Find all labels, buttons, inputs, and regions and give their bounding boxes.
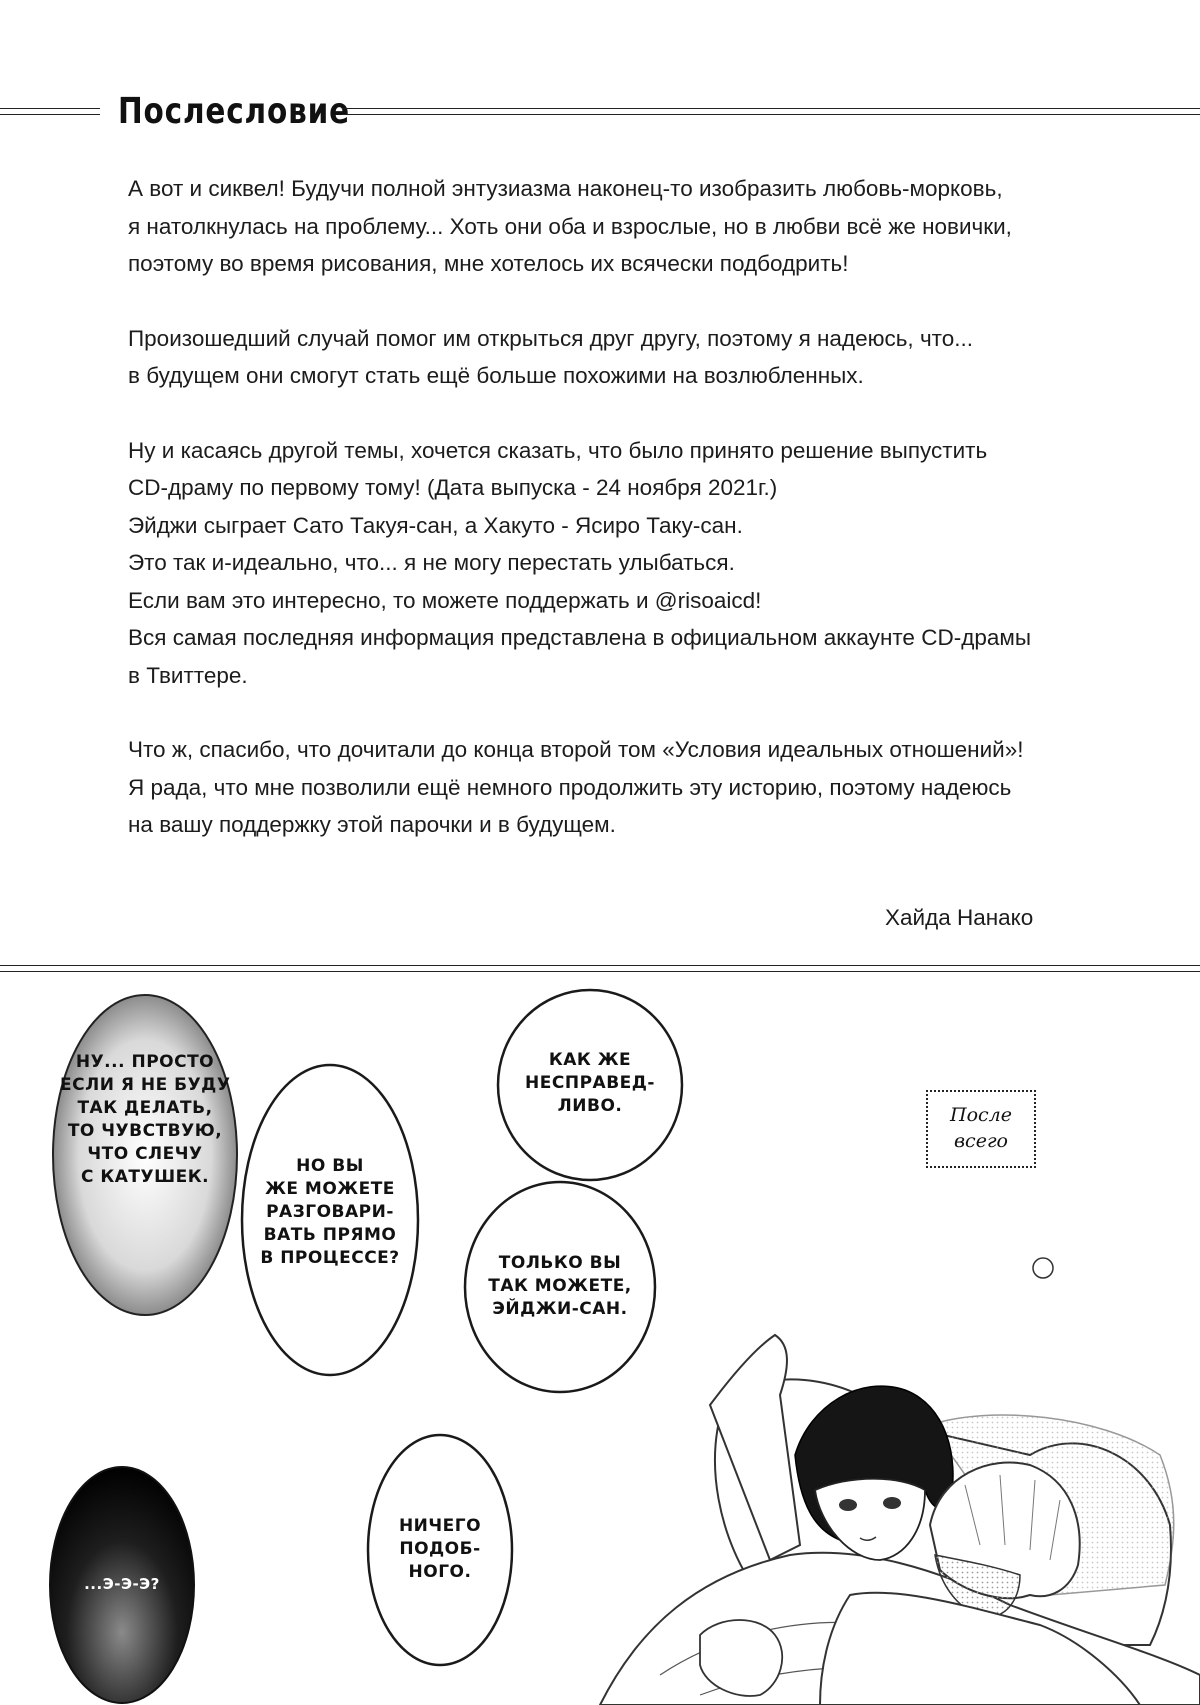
bubble-line: КАК ЖЕ (548, 1050, 632, 1070)
page-title: Послесловие (118, 91, 350, 132)
eye-right (883, 1497, 901, 1509)
bubble-line: НИЧЕГО (398, 1516, 482, 1536)
bubble-line: ТАК ДЕЛАТЬ, (77, 1098, 213, 1118)
afterword-header (0, 82, 1200, 142)
bubble-line: РАЗГОВАРИ- (266, 1202, 394, 1222)
bubble-line: ЭЙДЖИ-САН. (492, 1299, 628, 1319)
bubble-line: ТАК МОЖЕТЕ, (488, 1276, 632, 1296)
manga-panel (0, 985, 1200, 1705)
paragraph-1 (128, 170, 1128, 283)
speech-bubble-1 (60, 1051, 230, 1189)
text-line: Что ж, спасибо, что дочитали до конца второй том «Условия идеальных отношений»! (128, 737, 1024, 762)
sfx-after-all (926, 1090, 1036, 1168)
text-line: поэтому во время рисования, мне хотелось их всячески подбодрить! (128, 251, 849, 276)
header-rule-left (0, 108, 100, 115)
speech-bubble-5 (380, 1515, 500, 1584)
text-line: в будущем они смогут стать ещё больше похожими на возлюбленных. (128, 363, 864, 388)
bubble-line: ТО ЧУВСТВУЮ, (67, 1121, 223, 1141)
text-line: я натолкнулась на проблему... Хоть они оба и взрослые, но в любви всё же новички, (128, 213, 1012, 239)
header-rule-right (342, 108, 1200, 115)
author-signature: Хайда Нанако (885, 905, 1034, 930)
speech-bubble-6 (62, 1573, 182, 1596)
bubble-line: С КАТУШЕК. (80, 1167, 210, 1187)
text-line: Произошедший случай помог им открыться друг другу, поэтому я надеюсь, что... (128, 325, 973, 351)
bubble-line: ТОЛЬКО ВЫ (498, 1253, 622, 1273)
paragraph-3 (128, 432, 1128, 695)
afterword-body (128, 170, 1128, 881)
flower-motif (1033, 1258, 1053, 1278)
eye-left (839, 1499, 857, 1511)
text-line: Я рада, что мне позволили ещё немного продолжить эту историю, поэтому надеюсь (128, 774, 1012, 800)
bubble-line: ПОДОБ- (399, 1539, 481, 1559)
sfx-line: всего (954, 1130, 1008, 1152)
paragraph-4 (128, 731, 1128, 844)
text-line: А вот и сиквел! Будучи полной энтузиазма наконец-то изобразить любовь-морковь, (128, 176, 1003, 201)
speech-bubble-2 (255, 1155, 405, 1270)
bubble-line: НОГО. (408, 1562, 472, 1582)
text-line: Вся самая последняя информация представлена в официальном аккаунте CD-драмы (128, 625, 1031, 650)
bubble-line: НО ВЫ (296, 1156, 364, 1176)
text-line: Ну и касаясь другой темы, хочется сказать, что было принято решение выпустить (128, 437, 988, 463)
text-line: Эйджи сыграет Сато Такуя-сан, а Хакуто - Ясиро Таку-сан. (128, 512, 743, 538)
bubble-line: В ПРОЦЕССЕ? (260, 1248, 400, 1268)
text-line: CD-драму по первому тому! (Дата выпуска - 24 ноября 2021г.) (128, 475, 778, 500)
bubble-line: НУ... ПРОСТО (75, 1052, 215, 1072)
bubble-line: ЧТО СЛЕЧУ (87, 1144, 203, 1164)
bubble-line: НЕСПРАВЕД- (525, 1073, 655, 1093)
speech-bubble-4 (480, 1252, 640, 1321)
text-line: в Твиттере. (128, 662, 248, 688)
paragraph-2 (128, 320, 1128, 395)
bubble-line: ВАТЬ ПРЯМО (263, 1225, 397, 1245)
text-line: Если вам это интересно, то можете поддержать и @risoaicd! (128, 587, 762, 613)
bubble-line: ЖЕ МОЖЕТЕ (265, 1179, 395, 1199)
text-line: на вашу поддержку этой парочки и в будущем. (128, 812, 616, 837)
speech-bubble-3 (515, 1049, 665, 1118)
bubble-line: ...Э-Э-Э? (84, 1575, 160, 1593)
section-divider (0, 965, 1200, 972)
text-line: Это так и-идеально, что... я не могу перестать улыбаться. (128, 550, 735, 575)
sfx-line: После (950, 1104, 1012, 1126)
bubble-line: ЕСЛИ Я НЕ БУДУ (60, 1075, 231, 1095)
bubble-line: ЛИВО. (557, 1096, 623, 1116)
